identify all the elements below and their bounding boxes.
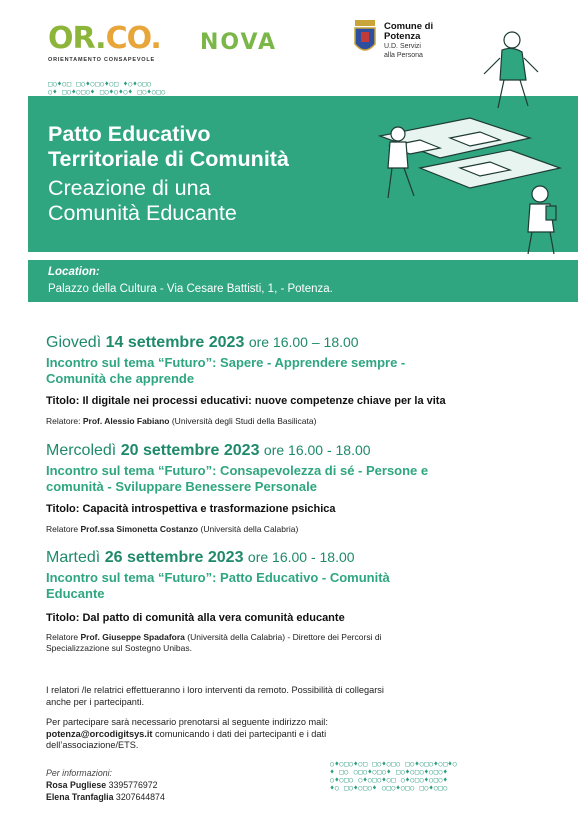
session-3-date bbox=[46, 549, 355, 567]
contact-email-link[interactable]: potenza@orcodigitsys.it bbox=[46, 728, 153, 739]
session-3-topic-line1: Incontro sul tema “Futuro”: Patto Educativo - Comunità bbox=[46, 570, 390, 585]
remote-note bbox=[46, 685, 526, 708]
session-1-topic-line2: Comunità che apprende bbox=[46, 371, 195, 386]
banner-subtitle-line1: Creazione di una bbox=[48, 176, 211, 200]
session-1-date-value: 14 settembre 2023 bbox=[105, 334, 245, 351]
info-label: Per informazioni: bbox=[46, 768, 113, 778]
session-3-date-value: 26 settembre 2023 bbox=[104, 549, 244, 566]
contact-2 bbox=[46, 792, 165, 802]
session-1-speaker-name: Prof. Alessio Fabiano bbox=[82, 416, 170, 426]
remote-note-line1: I relatori /le relatrici effettueranno i loro interventi da remoto. Possibilità di collegarsi bbox=[46, 685, 384, 695]
session-2-title: Titolo: Capacità introspettiva e trasformazione psichica bbox=[46, 503, 336, 515]
session-2-topic-line1: Incontro sul tema “Futuro”: Consapevolezza di sé - Persone e bbox=[46, 463, 429, 478]
session-1-speaker bbox=[46, 416, 536, 427]
banner-subtitle bbox=[48, 176, 237, 226]
session-2-date bbox=[46, 442, 371, 460]
orco-logo bbox=[48, 21, 161, 74]
dot-pattern-footer-decoration: ○♦○□○♦○□ □○♦○□○ □○♦○□○♦○□♦○ ♦ □○ ○□○♦○□○♦ □○♦○□○♦○□○♦ ○♦○□○ ○♦○□○♦○□ ○♦○□○♦○□○♦ ♦○ □○♦○□○♦ ○□○♦○□○ □○♦○□○ bbox=[330, 760, 458, 792]
session-2-topic bbox=[46, 463, 546, 495]
orco-wordmark bbox=[48, 21, 161, 56]
signup-note-line2: comunicando i dati dei partecipanti e i dati bbox=[152, 728, 327, 739]
session-3-speaker-prefix: Relatore bbox=[46, 632, 79, 642]
session-3-topic bbox=[46, 570, 546, 602]
session-2-speaker-prefix: Relatore bbox=[46, 524, 79, 534]
session-3-speaker-line2: Specializzazione sul Sostegno Unibas. bbox=[46, 643, 193, 653]
session-3-topic-line2: Educante bbox=[46, 586, 105, 601]
comune-sub1: U.D. Servizi bbox=[384, 43, 421, 50]
location-address: Palazzo della Cultura - Via Cesare Battisti, 1, - Potenza. bbox=[48, 283, 333, 295]
session-1-day: Giovedì bbox=[46, 334, 102, 351]
session-2-date-value: 20 settembre 2023 bbox=[120, 442, 260, 459]
session-3-speaker bbox=[46, 632, 536, 654]
session-3-speaker-name: Prof. Giuseppe Spadafora bbox=[80, 632, 185, 642]
location-label: Location: bbox=[48, 266, 100, 278]
comune-line1: Comune di bbox=[384, 21, 434, 32]
orco-tagline: ORIENTAMENTO CONSAPEVOLE bbox=[48, 57, 156, 63]
session-3-time: ore 16.00 - 18.00 bbox=[247, 549, 355, 565]
session-2-day: Mercoledì bbox=[46, 442, 117, 459]
banner-subtitle-line2: Comunità Educante bbox=[48, 201, 237, 225]
nova-wordmark: NOVA bbox=[200, 30, 278, 55]
contact-1 bbox=[46, 780, 158, 790]
dot-pattern-decoration: □○♦○□ □○♦○□○♦○□ ♦○♦○□○ ○♦ □○♦○□○♦ □○♦○♦○♦ □○♦○□○ bbox=[48, 80, 166, 96]
contact-1-phone: 3395776972 bbox=[108, 780, 158, 790]
orco-co-text: CO. bbox=[105, 21, 161, 56]
session-2-speaker bbox=[46, 524, 536, 535]
orco-or-text: OR. bbox=[48, 21, 106, 56]
session-1-topic-line1: Incontro sul tema “Futuro”: Sapere - Apprendere sempre - bbox=[46, 355, 406, 370]
contact-1-name: Rosa Pugliese bbox=[46, 780, 107, 790]
remote-note-line2: anche per i partecipanti. bbox=[46, 696, 145, 707]
comune-line2: Potenza bbox=[384, 31, 421, 42]
session-3-day: Martedì bbox=[46, 549, 101, 566]
session-1-title: Titolo: Il digitale nei processi educativi: nuove competenze chiave per la vita bbox=[46, 395, 446, 407]
contact-2-phone: 3207644874 bbox=[115, 792, 165, 802]
signup-note-line3: dell’associazione/ETS. bbox=[46, 740, 139, 750]
banner-title bbox=[48, 122, 289, 172]
location-box bbox=[28, 260, 578, 302]
nova-logo bbox=[200, 30, 277, 55]
session-2-time: ore 16.00 - 18.00 bbox=[263, 442, 371, 458]
session-3-speaker-affiliation: (Università della Calabria) - Direttore dei Percorsi di bbox=[187, 632, 382, 642]
session-2-topic-line2: comunità - Sviluppare Benessere Personale bbox=[46, 479, 317, 494]
banner-title-line1: Patto Educativo bbox=[48, 122, 211, 146]
session-1-time: ore 16.00 – 18.00 bbox=[248, 334, 359, 350]
puzzle-illustration bbox=[360, 18, 575, 258]
session-2-speaker-name: Prof.ssa Simonetta Costanzo bbox=[80, 524, 199, 534]
signup-note bbox=[46, 717, 526, 752]
session-2-speaker-affiliation: (Università della Calabria) bbox=[200, 524, 299, 534]
session-1-speaker-affiliation: (Università degli Studi della Basilicata) bbox=[171, 416, 317, 426]
session-3-title: Titolo: Dal patto di comunità alla vera comunità educante bbox=[46, 612, 345, 624]
session-1-speaker-prefix: Relatore: bbox=[46, 416, 81, 426]
signup-note-line1: Per partecipare sarà necessario prenotarsi al seguente indirizzo mail: bbox=[46, 717, 328, 727]
banner-title-line2: Territoriale di Comunità bbox=[48, 147, 289, 171]
comune-sub2: alla Persona bbox=[384, 52, 423, 59]
session-1-topic bbox=[46, 355, 546, 387]
contact-2-name: Elena Tranfaglia bbox=[46, 792, 114, 802]
session-1-date bbox=[46, 334, 359, 352]
